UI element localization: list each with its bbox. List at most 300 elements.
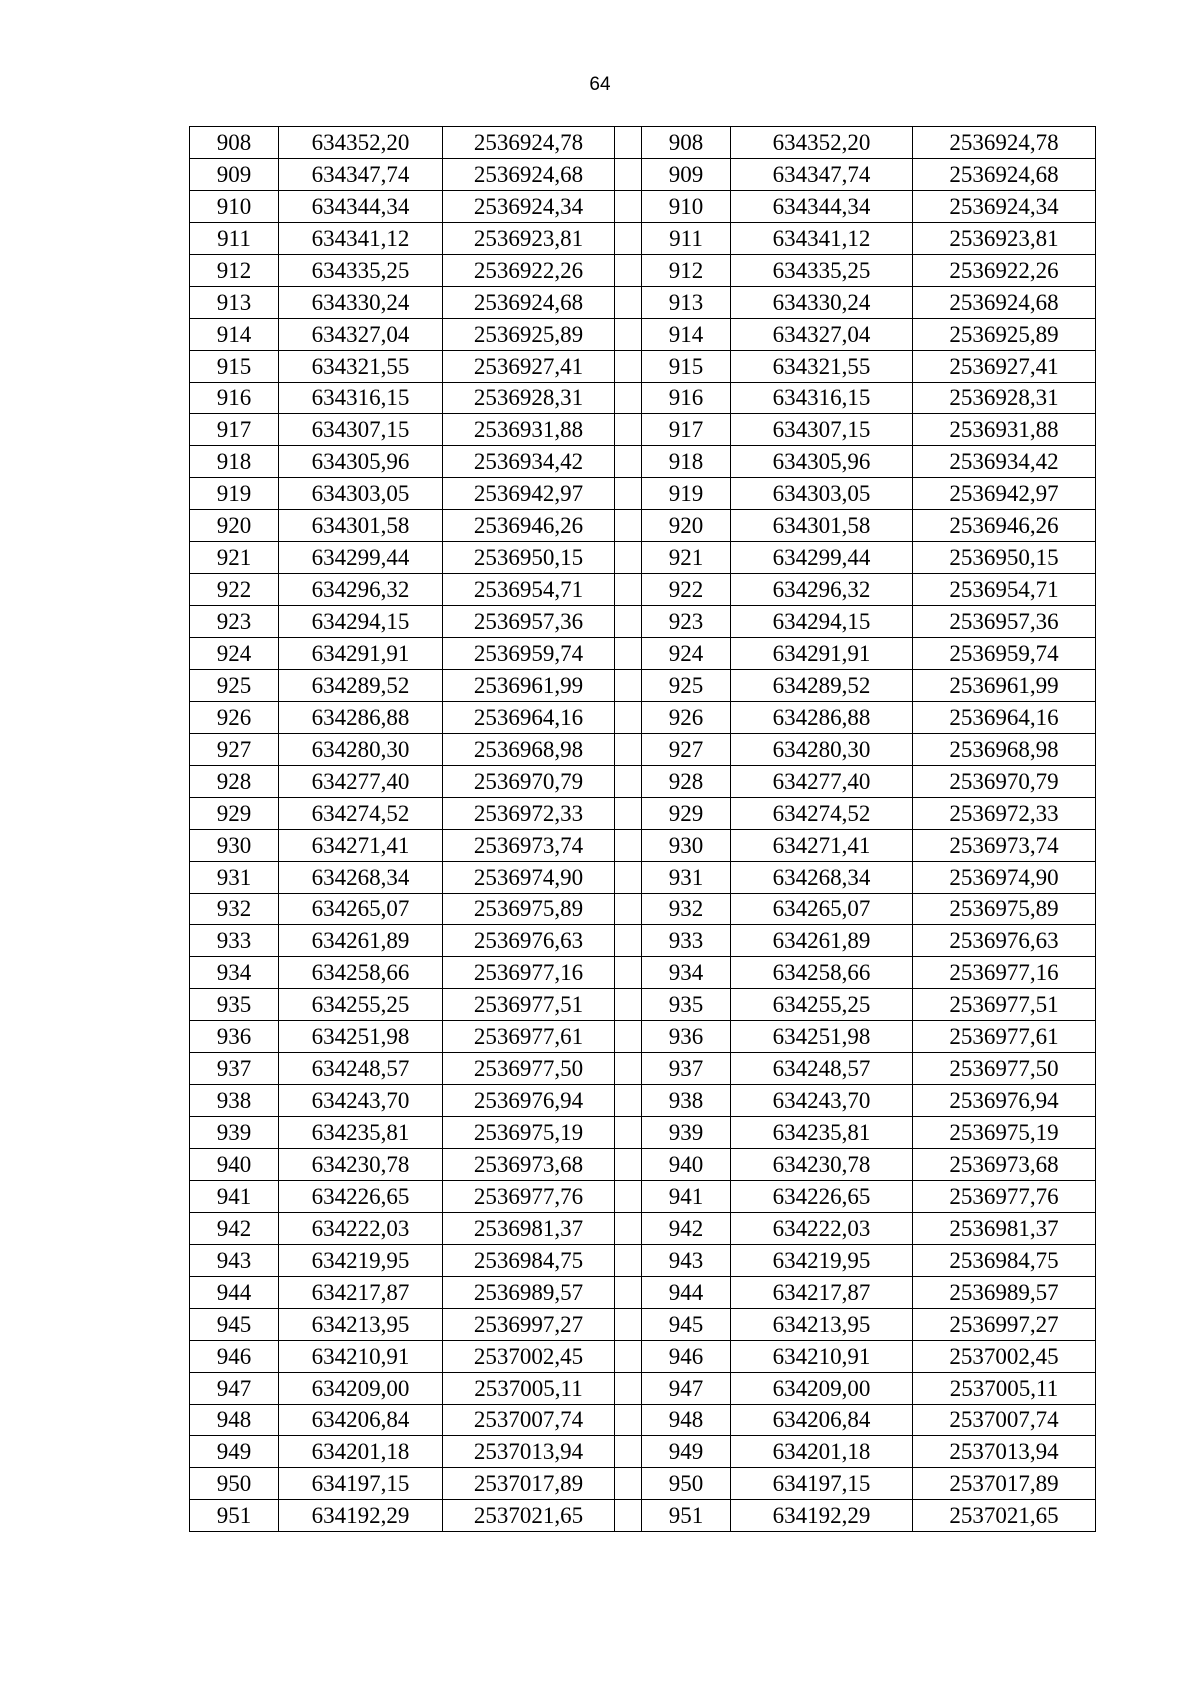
table-row xyxy=(190,1404,1096,1436)
right-x-coordinate-cell: 634347,74 xyxy=(731,158,913,190)
right-y-coordinate-cell: 2536975,89 xyxy=(913,893,1096,925)
separator-cell xyxy=(615,510,642,542)
table-row xyxy=(190,1340,1096,1372)
separator-cell xyxy=(615,414,642,446)
page-number: 64 xyxy=(589,74,611,95)
left-y-coordinate-cell: 2536922,26 xyxy=(443,254,615,286)
right-y-coordinate-cell: 2536977,51 xyxy=(913,989,1096,1021)
left-y-coordinate-cell: 2536989,57 xyxy=(443,1276,615,1308)
left-point-number-cell: 931 xyxy=(190,861,279,893)
left-x-coordinate-cell: 634352,20 xyxy=(279,127,443,159)
right-x-coordinate-cell: 634301,58 xyxy=(731,510,913,542)
separator-cell xyxy=(615,350,642,382)
right-point-number-cell: 925 xyxy=(642,669,731,701)
separator-cell xyxy=(615,542,642,574)
right-y-coordinate-cell: 2536970,79 xyxy=(913,765,1096,797)
table-row xyxy=(190,1053,1096,1085)
separator-cell xyxy=(615,286,642,318)
table-row xyxy=(190,190,1096,222)
separator-cell xyxy=(615,733,642,765)
left-point-number-cell: 919 xyxy=(190,478,279,510)
left-x-coordinate-cell: 634230,78 xyxy=(279,1149,443,1181)
table-row xyxy=(190,957,1096,989)
table-row xyxy=(190,1372,1096,1404)
left-x-coordinate-cell: 634235,81 xyxy=(279,1117,443,1149)
left-point-number-cell: 951 xyxy=(190,1500,279,1532)
right-point-number-cell: 912 xyxy=(642,254,731,286)
separator-cell xyxy=(615,190,642,222)
separator-cell xyxy=(615,1180,642,1212)
right-point-number-cell: 938 xyxy=(642,1085,731,1117)
left-point-number-cell: 920 xyxy=(190,510,279,542)
right-x-coordinate-cell: 634251,98 xyxy=(731,1021,913,1053)
separator-cell xyxy=(615,989,642,1021)
left-y-coordinate-cell: 2537005,11 xyxy=(443,1372,615,1404)
right-point-number-cell: 932 xyxy=(642,893,731,925)
right-point-number-cell: 919 xyxy=(642,478,731,510)
left-point-number-cell: 915 xyxy=(190,350,279,382)
right-point-number-cell: 937 xyxy=(642,1053,731,1085)
right-x-coordinate-cell: 634303,05 xyxy=(731,478,913,510)
right-y-coordinate-cell: 2537005,11 xyxy=(913,1372,1096,1404)
left-x-coordinate-cell: 634268,34 xyxy=(279,861,443,893)
left-point-number-cell: 935 xyxy=(190,989,279,1021)
left-point-number-cell: 912 xyxy=(190,254,279,286)
right-y-coordinate-cell: 2536927,41 xyxy=(913,350,1096,382)
separator-cell xyxy=(615,701,642,733)
left-x-coordinate-cell: 634299,44 xyxy=(279,542,443,574)
table-row xyxy=(190,414,1096,446)
left-point-number-cell: 909 xyxy=(190,158,279,190)
separator-cell xyxy=(615,669,642,701)
right-x-coordinate-cell: 634265,07 xyxy=(731,893,913,925)
separator-cell xyxy=(615,1021,642,1053)
left-x-coordinate-cell: 634271,41 xyxy=(279,829,443,861)
right-y-coordinate-cell: 2536931,88 xyxy=(913,414,1096,446)
left-point-number-cell: 948 xyxy=(190,1404,279,1436)
separator-cell xyxy=(615,1149,642,1181)
right-point-number-cell: 945 xyxy=(642,1308,731,1340)
left-y-coordinate-cell: 2536950,15 xyxy=(443,542,615,574)
right-y-coordinate-cell: 2536928,31 xyxy=(913,382,1096,414)
right-y-coordinate-cell: 2536925,89 xyxy=(913,318,1096,350)
left-x-coordinate-cell: 634219,95 xyxy=(279,1244,443,1276)
right-point-number-cell: 923 xyxy=(642,606,731,638)
left-point-number-cell: 941 xyxy=(190,1180,279,1212)
left-point-number-cell: 908 xyxy=(190,127,279,159)
separator-cell xyxy=(615,158,642,190)
left-y-coordinate-cell: 2537007,74 xyxy=(443,1404,615,1436)
table-row xyxy=(190,1212,1096,1244)
table-row xyxy=(190,1117,1096,1149)
table-row xyxy=(190,158,1096,190)
left-point-number-cell: 946 xyxy=(190,1340,279,1372)
left-y-coordinate-cell: 2536977,51 xyxy=(443,989,615,1021)
right-point-number-cell: 914 xyxy=(642,318,731,350)
left-point-number-cell: 924 xyxy=(190,638,279,670)
left-y-coordinate-cell: 2536981,37 xyxy=(443,1212,615,1244)
left-y-coordinate-cell: 2536942,97 xyxy=(443,478,615,510)
left-point-number-cell: 929 xyxy=(190,797,279,829)
right-y-coordinate-cell: 2537017,89 xyxy=(913,1468,1096,1500)
left-point-number-cell: 930 xyxy=(190,829,279,861)
right-point-number-cell: 927 xyxy=(642,733,731,765)
right-x-coordinate-cell: 634258,66 xyxy=(731,957,913,989)
left-x-coordinate-cell: 634341,12 xyxy=(279,222,443,254)
left-point-number-cell: 942 xyxy=(190,1212,279,1244)
left-y-coordinate-cell: 2536975,19 xyxy=(443,1117,615,1149)
right-point-number-cell: 913 xyxy=(642,286,731,318)
separator-cell xyxy=(615,222,642,254)
left-y-coordinate-cell: 2536925,89 xyxy=(443,318,615,350)
left-x-coordinate-cell: 634280,30 xyxy=(279,733,443,765)
left-x-coordinate-cell: 634261,89 xyxy=(279,925,443,957)
right-x-coordinate-cell: 634209,00 xyxy=(731,1372,913,1404)
left-x-coordinate-cell: 634321,55 xyxy=(279,350,443,382)
right-y-coordinate-cell: 2536973,74 xyxy=(913,829,1096,861)
right-point-number-cell: 943 xyxy=(642,1244,731,1276)
separator-cell xyxy=(615,1468,642,1500)
table-row xyxy=(190,765,1096,797)
right-y-coordinate-cell: 2536977,50 xyxy=(913,1053,1096,1085)
separator-cell xyxy=(615,1372,642,1404)
right-y-coordinate-cell: 2536973,68 xyxy=(913,1149,1096,1181)
right-point-number-cell: 930 xyxy=(642,829,731,861)
left-x-coordinate-cell: 634327,04 xyxy=(279,318,443,350)
table-row xyxy=(190,318,1096,350)
table-row xyxy=(190,638,1096,670)
right-y-coordinate-cell: 2537021,65 xyxy=(913,1500,1096,1532)
left-y-coordinate-cell: 2537021,65 xyxy=(443,1500,615,1532)
right-x-coordinate-cell: 634335,25 xyxy=(731,254,913,286)
left-y-coordinate-cell: 2536961,99 xyxy=(443,669,615,701)
left-point-number-cell: 933 xyxy=(190,925,279,957)
table-row xyxy=(190,669,1096,701)
left-y-coordinate-cell: 2536975,89 xyxy=(443,893,615,925)
right-y-coordinate-cell: 2536977,16 xyxy=(913,957,1096,989)
right-x-coordinate-cell: 634327,04 xyxy=(731,318,913,350)
right-x-coordinate-cell: 634316,15 xyxy=(731,382,913,414)
right-y-coordinate-cell: 2536924,68 xyxy=(913,286,1096,318)
left-x-coordinate-cell: 634213,95 xyxy=(279,1308,443,1340)
left-x-coordinate-cell: 634255,25 xyxy=(279,989,443,1021)
left-x-coordinate-cell: 634330,24 xyxy=(279,286,443,318)
left-point-number-cell: 936 xyxy=(190,1021,279,1053)
left-x-coordinate-cell: 634305,96 xyxy=(279,446,443,478)
left-x-coordinate-cell: 634201,18 xyxy=(279,1436,443,1468)
right-y-coordinate-cell: 2536976,63 xyxy=(913,925,1096,957)
right-point-number-cell: 931 xyxy=(642,861,731,893)
table-row xyxy=(190,350,1096,382)
right-y-coordinate-cell: 2536981,37 xyxy=(913,1212,1096,1244)
right-x-coordinate-cell: 634330,24 xyxy=(731,286,913,318)
right-x-coordinate-cell: 634230,78 xyxy=(731,1149,913,1181)
right-point-number-cell: 929 xyxy=(642,797,731,829)
left-y-coordinate-cell: 2536984,75 xyxy=(443,1244,615,1276)
table-row xyxy=(190,1180,1096,1212)
left-point-number-cell: 934 xyxy=(190,957,279,989)
coordinates-table xyxy=(189,126,1096,1532)
right-x-coordinate-cell: 634261,89 xyxy=(731,925,913,957)
right-point-number-cell: 915 xyxy=(642,350,731,382)
left-y-coordinate-cell: 2536977,76 xyxy=(443,1180,615,1212)
separator-cell xyxy=(615,1276,642,1308)
right-point-number-cell: 924 xyxy=(642,638,731,670)
separator-cell xyxy=(615,606,642,638)
right-y-coordinate-cell: 2536959,74 xyxy=(913,638,1096,670)
table-row xyxy=(190,1436,1096,1468)
left-y-coordinate-cell: 2536968,98 xyxy=(443,733,615,765)
right-point-number-cell: 946 xyxy=(642,1340,731,1372)
left-y-coordinate-cell: 2536976,94 xyxy=(443,1085,615,1117)
right-point-number-cell: 920 xyxy=(642,510,731,542)
separator-cell xyxy=(615,829,642,861)
right-x-coordinate-cell: 634197,15 xyxy=(731,1468,913,1500)
left-point-number-cell: 911 xyxy=(190,222,279,254)
separator-cell xyxy=(615,254,642,286)
right-y-coordinate-cell: 2536924,68 xyxy=(913,158,1096,190)
left-point-number-cell: 949 xyxy=(190,1436,279,1468)
right-x-coordinate-cell: 634206,84 xyxy=(731,1404,913,1436)
right-y-coordinate-cell: 2537013,94 xyxy=(913,1436,1096,1468)
right-point-number-cell: 911 xyxy=(642,222,731,254)
right-y-coordinate-cell: 2536924,34 xyxy=(913,190,1096,222)
table-row xyxy=(190,893,1096,925)
separator-cell xyxy=(615,1117,642,1149)
right-x-coordinate-cell: 634235,81 xyxy=(731,1117,913,1149)
left-y-coordinate-cell: 2536964,16 xyxy=(443,701,615,733)
right-y-coordinate-cell: 2536964,16 xyxy=(913,701,1096,733)
separator-cell xyxy=(615,1404,642,1436)
left-y-coordinate-cell: 2537002,45 xyxy=(443,1340,615,1372)
left-x-coordinate-cell: 634335,25 xyxy=(279,254,443,286)
right-x-coordinate-cell: 634192,29 xyxy=(731,1500,913,1532)
table-row xyxy=(190,510,1096,542)
right-point-number-cell: 948 xyxy=(642,1404,731,1436)
left-x-coordinate-cell: 634192,29 xyxy=(279,1500,443,1532)
left-x-coordinate-cell: 634296,32 xyxy=(279,574,443,606)
right-x-coordinate-cell: 634243,70 xyxy=(731,1085,913,1117)
right-x-coordinate-cell: 634201,18 xyxy=(731,1436,913,1468)
right-x-coordinate-cell: 634271,41 xyxy=(731,829,913,861)
right-x-coordinate-cell: 634289,52 xyxy=(731,669,913,701)
separator-cell xyxy=(615,1308,642,1340)
right-point-number-cell: 921 xyxy=(642,542,731,574)
left-y-coordinate-cell: 2536924,34 xyxy=(443,190,615,222)
left-point-number-cell: 913 xyxy=(190,286,279,318)
left-y-coordinate-cell: 2536923,81 xyxy=(443,222,615,254)
coordinates-table-body xyxy=(190,127,1096,1532)
separator-cell xyxy=(615,574,642,606)
table-row xyxy=(190,446,1096,478)
left-y-coordinate-cell: 2537013,94 xyxy=(443,1436,615,1468)
right-x-coordinate-cell: 634352,20 xyxy=(731,127,913,159)
table-row xyxy=(190,1021,1096,1053)
separator-cell xyxy=(615,1053,642,1085)
right-y-coordinate-cell: 2536976,94 xyxy=(913,1085,1096,1117)
right-point-number-cell: 947 xyxy=(642,1372,731,1404)
left-point-number-cell: 937 xyxy=(190,1053,279,1085)
left-y-coordinate-cell: 2536977,16 xyxy=(443,957,615,989)
left-x-coordinate-cell: 634303,05 xyxy=(279,478,443,510)
left-x-coordinate-cell: 634258,66 xyxy=(279,957,443,989)
left-x-coordinate-cell: 634197,15 xyxy=(279,1468,443,1500)
left-x-coordinate-cell: 634289,52 xyxy=(279,669,443,701)
left-y-coordinate-cell: 2536959,74 xyxy=(443,638,615,670)
right-y-coordinate-cell: 2537002,45 xyxy=(913,1340,1096,1372)
table-row xyxy=(190,1085,1096,1117)
right-point-number-cell: 933 xyxy=(642,925,731,957)
left-x-coordinate-cell: 634248,57 xyxy=(279,1053,443,1085)
separator-cell xyxy=(615,893,642,925)
left-y-coordinate-cell: 2536976,63 xyxy=(443,925,615,957)
left-x-coordinate-cell: 634251,98 xyxy=(279,1021,443,1053)
right-x-coordinate-cell: 634255,25 xyxy=(731,989,913,1021)
left-point-number-cell: 921 xyxy=(190,542,279,574)
left-y-coordinate-cell: 2536957,36 xyxy=(443,606,615,638)
left-point-number-cell: 943 xyxy=(190,1244,279,1276)
right-point-number-cell: 910 xyxy=(642,190,731,222)
right-point-number-cell: 936 xyxy=(642,1021,731,1053)
separator-cell xyxy=(615,957,642,989)
left-point-number-cell: 917 xyxy=(190,414,279,446)
left-y-coordinate-cell: 2536997,27 xyxy=(443,1308,615,1340)
left-point-number-cell: 927 xyxy=(190,733,279,765)
right-point-number-cell: 934 xyxy=(642,957,731,989)
separator-cell xyxy=(615,1085,642,1117)
right-point-number-cell: 922 xyxy=(642,574,731,606)
right-point-number-cell: 940 xyxy=(642,1149,731,1181)
right-y-coordinate-cell: 2536922,26 xyxy=(913,254,1096,286)
table-row xyxy=(190,1244,1096,1276)
right-y-coordinate-cell: 2537007,74 xyxy=(913,1404,1096,1436)
right-point-number-cell: 949 xyxy=(642,1436,731,1468)
left-point-number-cell: 923 xyxy=(190,606,279,638)
right-y-coordinate-cell: 2536942,97 xyxy=(913,478,1096,510)
left-point-number-cell: 938 xyxy=(190,1085,279,1117)
left-x-coordinate-cell: 634210,91 xyxy=(279,1340,443,1372)
left-point-number-cell: 947 xyxy=(190,1372,279,1404)
left-point-number-cell: 939 xyxy=(190,1117,279,1149)
right-point-number-cell: 935 xyxy=(642,989,731,1021)
right-y-coordinate-cell: 2536974,90 xyxy=(913,861,1096,893)
right-point-number-cell: 951 xyxy=(642,1500,731,1532)
right-y-coordinate-cell: 2536924,78 xyxy=(913,127,1096,159)
left-x-coordinate-cell: 634291,91 xyxy=(279,638,443,670)
left-x-coordinate-cell: 634222,03 xyxy=(279,1212,443,1244)
right-point-number-cell: 916 xyxy=(642,382,731,414)
left-point-number-cell: 950 xyxy=(190,1468,279,1500)
right-x-coordinate-cell: 634280,30 xyxy=(731,733,913,765)
separator-cell xyxy=(615,861,642,893)
separator-cell xyxy=(615,1436,642,1468)
right-x-coordinate-cell: 634248,57 xyxy=(731,1053,913,1085)
separator-cell xyxy=(615,127,642,159)
right-x-coordinate-cell: 634210,91 xyxy=(731,1340,913,1372)
right-x-coordinate-cell: 634321,55 xyxy=(731,350,913,382)
table-row xyxy=(190,478,1096,510)
right-x-coordinate-cell: 634294,15 xyxy=(731,606,913,638)
right-point-number-cell: 950 xyxy=(642,1468,731,1500)
left-point-number-cell: 944 xyxy=(190,1276,279,1308)
table-row xyxy=(190,989,1096,1021)
table-row xyxy=(190,127,1096,159)
table-row xyxy=(190,1500,1096,1532)
right-x-coordinate-cell: 634219,95 xyxy=(731,1244,913,1276)
table-row xyxy=(190,701,1096,733)
right-point-number-cell: 918 xyxy=(642,446,731,478)
right-point-number-cell: 942 xyxy=(642,1212,731,1244)
left-x-coordinate-cell: 634277,40 xyxy=(279,765,443,797)
right-y-coordinate-cell: 2536934,42 xyxy=(913,446,1096,478)
left-point-number-cell: 926 xyxy=(190,701,279,733)
separator-cell xyxy=(615,318,642,350)
right-point-number-cell: 939 xyxy=(642,1117,731,1149)
table-row xyxy=(190,542,1096,574)
left-y-coordinate-cell: 2536928,31 xyxy=(443,382,615,414)
left-x-coordinate-cell: 634286,88 xyxy=(279,701,443,733)
table-row xyxy=(190,861,1096,893)
left-x-coordinate-cell: 634274,52 xyxy=(279,797,443,829)
left-y-coordinate-cell: 2536934,42 xyxy=(443,446,615,478)
separator-cell xyxy=(615,478,642,510)
right-y-coordinate-cell: 2536975,19 xyxy=(913,1117,1096,1149)
right-y-coordinate-cell: 2536984,75 xyxy=(913,1244,1096,1276)
left-y-coordinate-cell: 2536924,68 xyxy=(443,286,615,318)
table-row xyxy=(190,606,1096,638)
separator-cell xyxy=(615,1500,642,1532)
right-y-coordinate-cell: 2536968,98 xyxy=(913,733,1096,765)
table-row xyxy=(190,1468,1096,1500)
left-point-number-cell: 914 xyxy=(190,318,279,350)
right-point-number-cell: 909 xyxy=(642,158,731,190)
left-x-coordinate-cell: 634347,74 xyxy=(279,158,443,190)
left-point-number-cell: 928 xyxy=(190,765,279,797)
left-y-coordinate-cell: 2536970,79 xyxy=(443,765,615,797)
separator-cell xyxy=(615,925,642,957)
table-row xyxy=(190,925,1096,957)
right-point-number-cell: 908 xyxy=(642,127,731,159)
right-x-coordinate-cell: 634299,44 xyxy=(731,542,913,574)
right-y-coordinate-cell: 2536977,76 xyxy=(913,1180,1096,1212)
right-point-number-cell: 944 xyxy=(642,1276,731,1308)
right-x-coordinate-cell: 634213,95 xyxy=(731,1308,913,1340)
left-x-coordinate-cell: 634243,70 xyxy=(279,1085,443,1117)
right-x-coordinate-cell: 634268,34 xyxy=(731,861,913,893)
left-point-number-cell: 916 xyxy=(190,382,279,414)
right-point-number-cell: 928 xyxy=(642,765,731,797)
right-x-coordinate-cell: 634305,96 xyxy=(731,446,913,478)
right-y-coordinate-cell: 2536961,99 xyxy=(913,669,1096,701)
left-point-number-cell: 925 xyxy=(190,669,279,701)
right-y-coordinate-cell: 2536957,36 xyxy=(913,606,1096,638)
right-point-number-cell: 917 xyxy=(642,414,731,446)
separator-cell xyxy=(615,1340,642,1372)
left-y-coordinate-cell: 2536973,68 xyxy=(443,1149,615,1181)
separator-cell xyxy=(615,382,642,414)
left-x-coordinate-cell: 634316,15 xyxy=(279,382,443,414)
left-y-coordinate-cell: 2536924,78 xyxy=(443,127,615,159)
right-x-coordinate-cell: 634341,12 xyxy=(731,222,913,254)
right-y-coordinate-cell: 2536946,26 xyxy=(913,510,1096,542)
left-point-number-cell: 922 xyxy=(190,574,279,606)
left-y-coordinate-cell: 2536977,61 xyxy=(443,1021,615,1053)
left-point-number-cell: 932 xyxy=(190,893,279,925)
left-y-coordinate-cell: 2536977,50 xyxy=(443,1053,615,1085)
separator-cell xyxy=(615,1212,642,1244)
left-x-coordinate-cell: 634294,15 xyxy=(279,606,443,638)
right-y-coordinate-cell: 2536977,61 xyxy=(913,1021,1096,1053)
